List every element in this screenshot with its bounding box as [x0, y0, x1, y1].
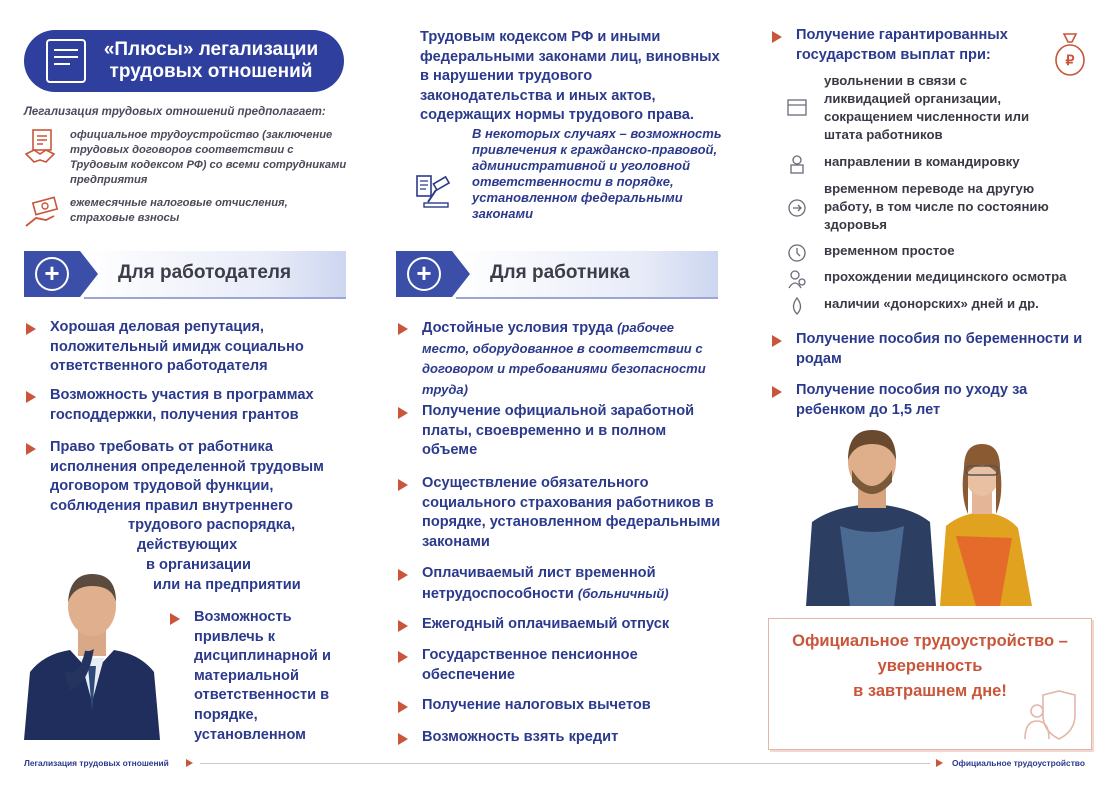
- money-bag-icon: [1052, 30, 1088, 78]
- slogan-text: Официальное трудоустройство – уверенность в завтрашнем дне!: [792, 632, 1068, 700]
- travel-icon: [786, 153, 808, 175]
- transfer-icon: [786, 197, 808, 219]
- plus-icon: +: [35, 257, 69, 291]
- employee-item: Осуществление обязательного социального страхования работников в порядке, установленном федеральными законами: [422, 474, 722, 552]
- footer-arrow-icon: [186, 759, 193, 767]
- svg-text:₽: ₽: [1065, 52, 1075, 68]
- intro-point-text: ежемесячные налоговые отчисления, страховые взносы: [70, 197, 288, 224]
- clock-icon: [786, 242, 808, 264]
- medical-icon: [786, 268, 808, 290]
- payment-item: направлении в командировку: [786, 153, 1076, 175]
- employer-banner: [24, 251, 346, 297]
- businessman-photo: [24, 562, 160, 740]
- employer-item-cont: трудового распорядка,: [128, 517, 296, 533]
- title-pill: [24, 30, 344, 92]
- intro-point-text: официальное трудоустройство (заключение трудовых договоров соответствии с Трудовым кодексом РФ) со всеми сотрудниками предприятия: [70, 129, 347, 186]
- donor-icon: [786, 295, 808, 317]
- employer-item-cont: действующих: [137, 537, 238, 553]
- employee-banner-label: Для работника: [490, 262, 630, 283]
- slogan-box: [768, 618, 1092, 750]
- employer-item: Право требовать от работника исполнения определенной трудовым договором трудовой функции, соблюдения правил внутреннего: [50, 438, 350, 516]
- benefit-item: Получение пособия по беременности и родам: [796, 330, 1096, 369]
- column2-italic: В некоторых случаях – возможность привлечения к гражданско-правовой, административной и уголовной ответственности в порядке, установленном федеральными законами: [472, 126, 722, 221]
- benefit-item: Получение пособия по уходу за ребенком до 1,5 лет: [796, 381, 1056, 420]
- handshake-icon: [24, 128, 60, 164]
- workers-photo: [800, 426, 1066, 606]
- employee-item: Достойные условия труда (рабочее место, оборудованное в соответствии с договором и требованиями безопасности труда): [422, 318, 714, 400]
- employee-item: Получение налоговых вычетов: [422, 696, 712, 716]
- payments-title: Получение гарантированных государством выплат при:: [796, 26, 1046, 65]
- footer-arrow-icon: [936, 759, 943, 767]
- employer-item: Хорошая деловая репутация, положительный имидж социально ответственного работодателя: [50, 318, 340, 377]
- law-gavel-icon: [414, 170, 452, 210]
- document-icon: [46, 39, 86, 83]
- shield-person-icon: [1023, 689, 1085, 745]
- intro-text: Легализация трудовых отношений предполагает:: [24, 106, 326, 118]
- employee-item: Государственное пенсионное обеспечение: [422, 646, 672, 685]
- column2-intro: Трудовым кодексом РФ и иными федеральными законами лиц, виновных в нарушении трудового законодательства и иных актов, содержащих нормы трудового права.: [420, 29, 720, 124]
- employer-item-cont: или на предприятии: [153, 577, 301, 593]
- intro-point: [24, 128, 354, 188]
- employer-banner-label: Для работодателя: [118, 262, 292, 283]
- intro-point: [24, 196, 354, 232]
- calendar-icon: [786, 96, 808, 118]
- payment-item: временном простое: [786, 242, 1076, 264]
- employee-item: Оплачиваемый лист временной нетрудоспособности (больничный): [422, 564, 702, 604]
- plus-icon: +: [407, 257, 441, 291]
- page-title: «Плюсы» легализации трудовых отношений: [103, 39, 319, 82]
- money-hand-icon: [24, 196, 60, 232]
- employee-item: Получение официальной заработной платы, своевременно и в полном объеме: [422, 402, 722, 461]
- employer-item: Возможность привлечь к дисциплинарной и материальной ответственности в порядке, установленном: [194, 608, 354, 745]
- employee-item: Ежегодный оплачиваемый отпуск: [422, 615, 712, 635]
- payment-item: временном переводе на другую работу, в том числе по состоянию здоровья: [786, 180, 1076, 234]
- payment-item: прохождении медицинского осмотра: [786, 268, 1086, 290]
- employee-banner: [396, 251, 718, 297]
- employer-item-cont: в организации: [146, 557, 251, 573]
- footer-right-text: Официальное трудоустройство: [952, 758, 1085, 768]
- payment-item: наличии «донорских» дней и др.: [786, 295, 1076, 317]
- employer-item: Возможность участия в программах господдержки, получения грантов: [50, 386, 340, 425]
- footer-left-text: Легализация трудовых отношений: [24, 758, 169, 768]
- employee-item: Возможность взять кредит: [422, 728, 712, 748]
- payment-item: увольнении в связи с ликвидацией организации, сокращением численности или штата работников: [786, 72, 1056, 144]
- footer-divider: [200, 763, 930, 764]
